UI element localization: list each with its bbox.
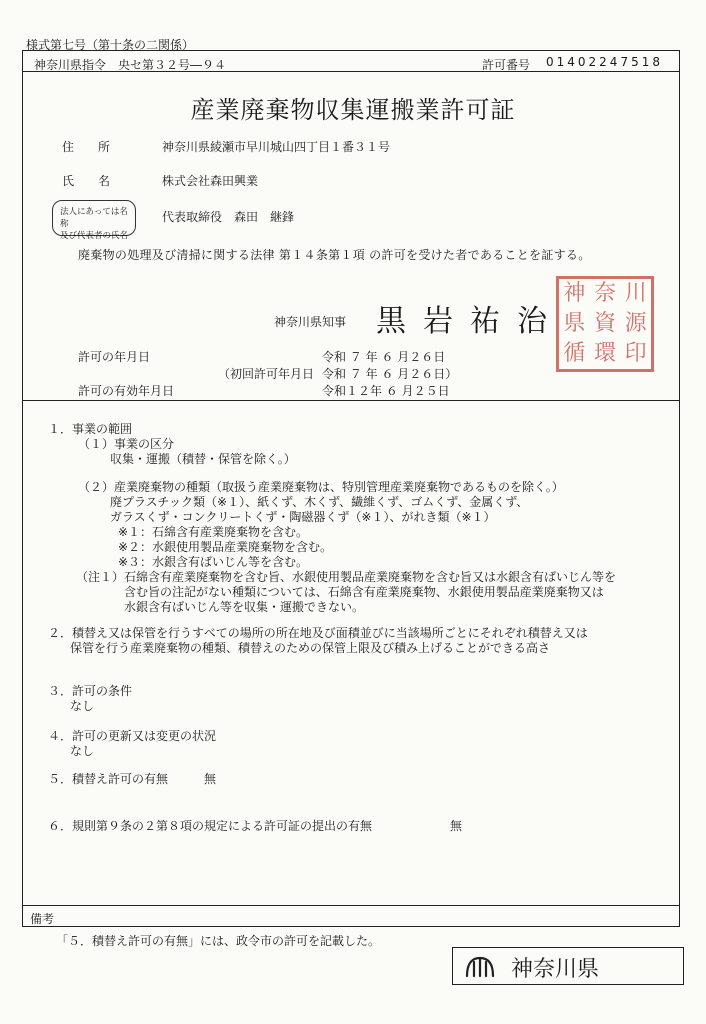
permit-number-value: 01402247518 <box>546 55 663 69</box>
official-seal <box>556 276 654 372</box>
governor-label: 神奈川県知事 <box>274 315 347 329</box>
representative-name: 代表取締役 森田 継鋒 <box>162 210 295 224</box>
seal-character: 県 <box>563 311 586 336</box>
permit-date-label: 許可の年月日 <box>78 350 151 364</box>
seal-character: 奈 <box>593 281 616 306</box>
section-5-value: 無 <box>204 772 217 786</box>
section-2-line: ２．積替え又は保管を行うすべての場所の所在地及び面積並びに当該場所ごとにそれぞれ積替え又は <box>48 626 588 640</box>
waste-types-line: ガラスくず・コンクリートくず・陶磁器くず（※１）、がれき類（※１） <box>110 510 496 524</box>
corporate-note-line: 法人にあっては名称 <box>60 207 128 229</box>
business-category-value: 収集・運搬（積替・保管を除く。） <box>110 452 296 466</box>
governor-name: 黒岩祐治 <box>376 304 564 339</box>
note-1-line: 水銀含有ばいじん等を収集・運搬できない。 <box>124 600 365 614</box>
permit-number-label: 許可番号 <box>482 58 531 72</box>
section-6-value: 無 <box>450 819 463 833</box>
section-6-heading: ６．規則第９条の２第８項の規定による許可証の提出の有無 <box>48 819 373 833</box>
seal-character: 神 <box>563 281 586 306</box>
section-3-value: なし <box>70 699 95 713</box>
name-label: 氏 名 <box>62 174 111 188</box>
form-number: 様式第七号（第十条の二関係） <box>26 38 195 52</box>
prefecture-emblem-icon <box>463 954 497 980</box>
waste-types-heading: （２）産業廃棄物の種類（取扱う産業廃棄物は、特別管理産業廃棄物であるものを除く。） <box>78 480 564 494</box>
footnote-2: ※２：水銀使用製品産業廃棄物を含む。 <box>118 540 333 554</box>
prefecture-name: 神奈川県 <box>511 957 600 982</box>
waste-types-line: 廃プラスチック類（※１）、紙くず、木くず、繊維くず、ゴムくず、金属くず、 <box>110 495 529 509</box>
seal-character: 環 <box>593 341 616 366</box>
body-divider <box>22 400 680 401</box>
corporate-note-box <box>52 200 136 241</box>
seal-character: 循 <box>563 341 586 366</box>
section-5-heading: ５．積替え許可の有無 <box>48 772 169 786</box>
footnote-3: ※３：水銀含有ばいじん等を含む。 <box>118 555 309 569</box>
section-4-heading: ４．許可の更新又は変更の状況 <box>48 729 217 743</box>
name-value: 株式会社森田興業 <box>162 174 259 188</box>
note-1-line: （注１）石綿含有産業廃棄物を含む旨、水銀使用製品産業廃棄物を含む旨又は水銀含有ばいじん等を <box>76 570 617 584</box>
permit-date-value: 令和 ７ 年 ６ 月２６日 <box>322 350 446 364</box>
footnote-1: ※１：石綿含有産業廃棄物を含む。 <box>118 525 309 539</box>
seal-character: 川 <box>624 281 647 306</box>
seal-character: 印 <box>624 341 647 366</box>
corporate-note-line: 及び代表者の氏名 <box>60 231 129 241</box>
seal-character: 源 <box>624 311 647 336</box>
remarks-divider <box>22 905 680 906</box>
address-label: 住 所 <box>62 140 111 154</box>
prefecture-logo-box <box>452 947 684 985</box>
initial-permit-value: 令和 ７ 年 ６ 月２６日） <box>322 367 458 381</box>
section-4-value: なし <box>70 744 95 758</box>
initial-permit-label: （初回許可年月日 <box>218 367 315 381</box>
remarks-text: 「５．積替え許可の有無」には、政令市の許可を記載した。 <box>56 934 381 948</box>
certificate-title: 産業廃棄物収集運搬業許可証 <box>190 96 516 124</box>
remarks-label: 備考 <box>30 912 55 926</box>
address-value: 神奈川県綾瀬市早川城山四丁目１番３１号 <box>162 140 391 154</box>
business-category-heading: （１）事業の区分 <box>78 437 175 451</box>
certification-statement: 廃棄物の処理及び清掃に関する法律 第１４条第１項 の許可を受けた者であることを証する。 <box>78 248 591 262</box>
valid-date-value: 令和１２年 ６ 月２５日 <box>322 384 450 398</box>
seal-character: 資 <box>593 311 616 336</box>
note-1-line: 含む旨の注記がない種類については、石綿含有産業廃棄物、水銀使用製品産業廃棄物又は <box>124 585 604 599</box>
section-3-heading: ３．許可の条件 <box>48 684 133 698</box>
section-1-heading: １．事業の範囲 <box>48 422 133 436</box>
designation-number: 神奈川県指令 央セ第３２号―９４ <box>34 58 227 72</box>
valid-date-label: 許可の有効年月日 <box>78 384 175 398</box>
section-2-line: 保管を行う産業廃棄物の種類、積替えのための保管上限及び積み上げることができる高さ <box>70 641 551 655</box>
